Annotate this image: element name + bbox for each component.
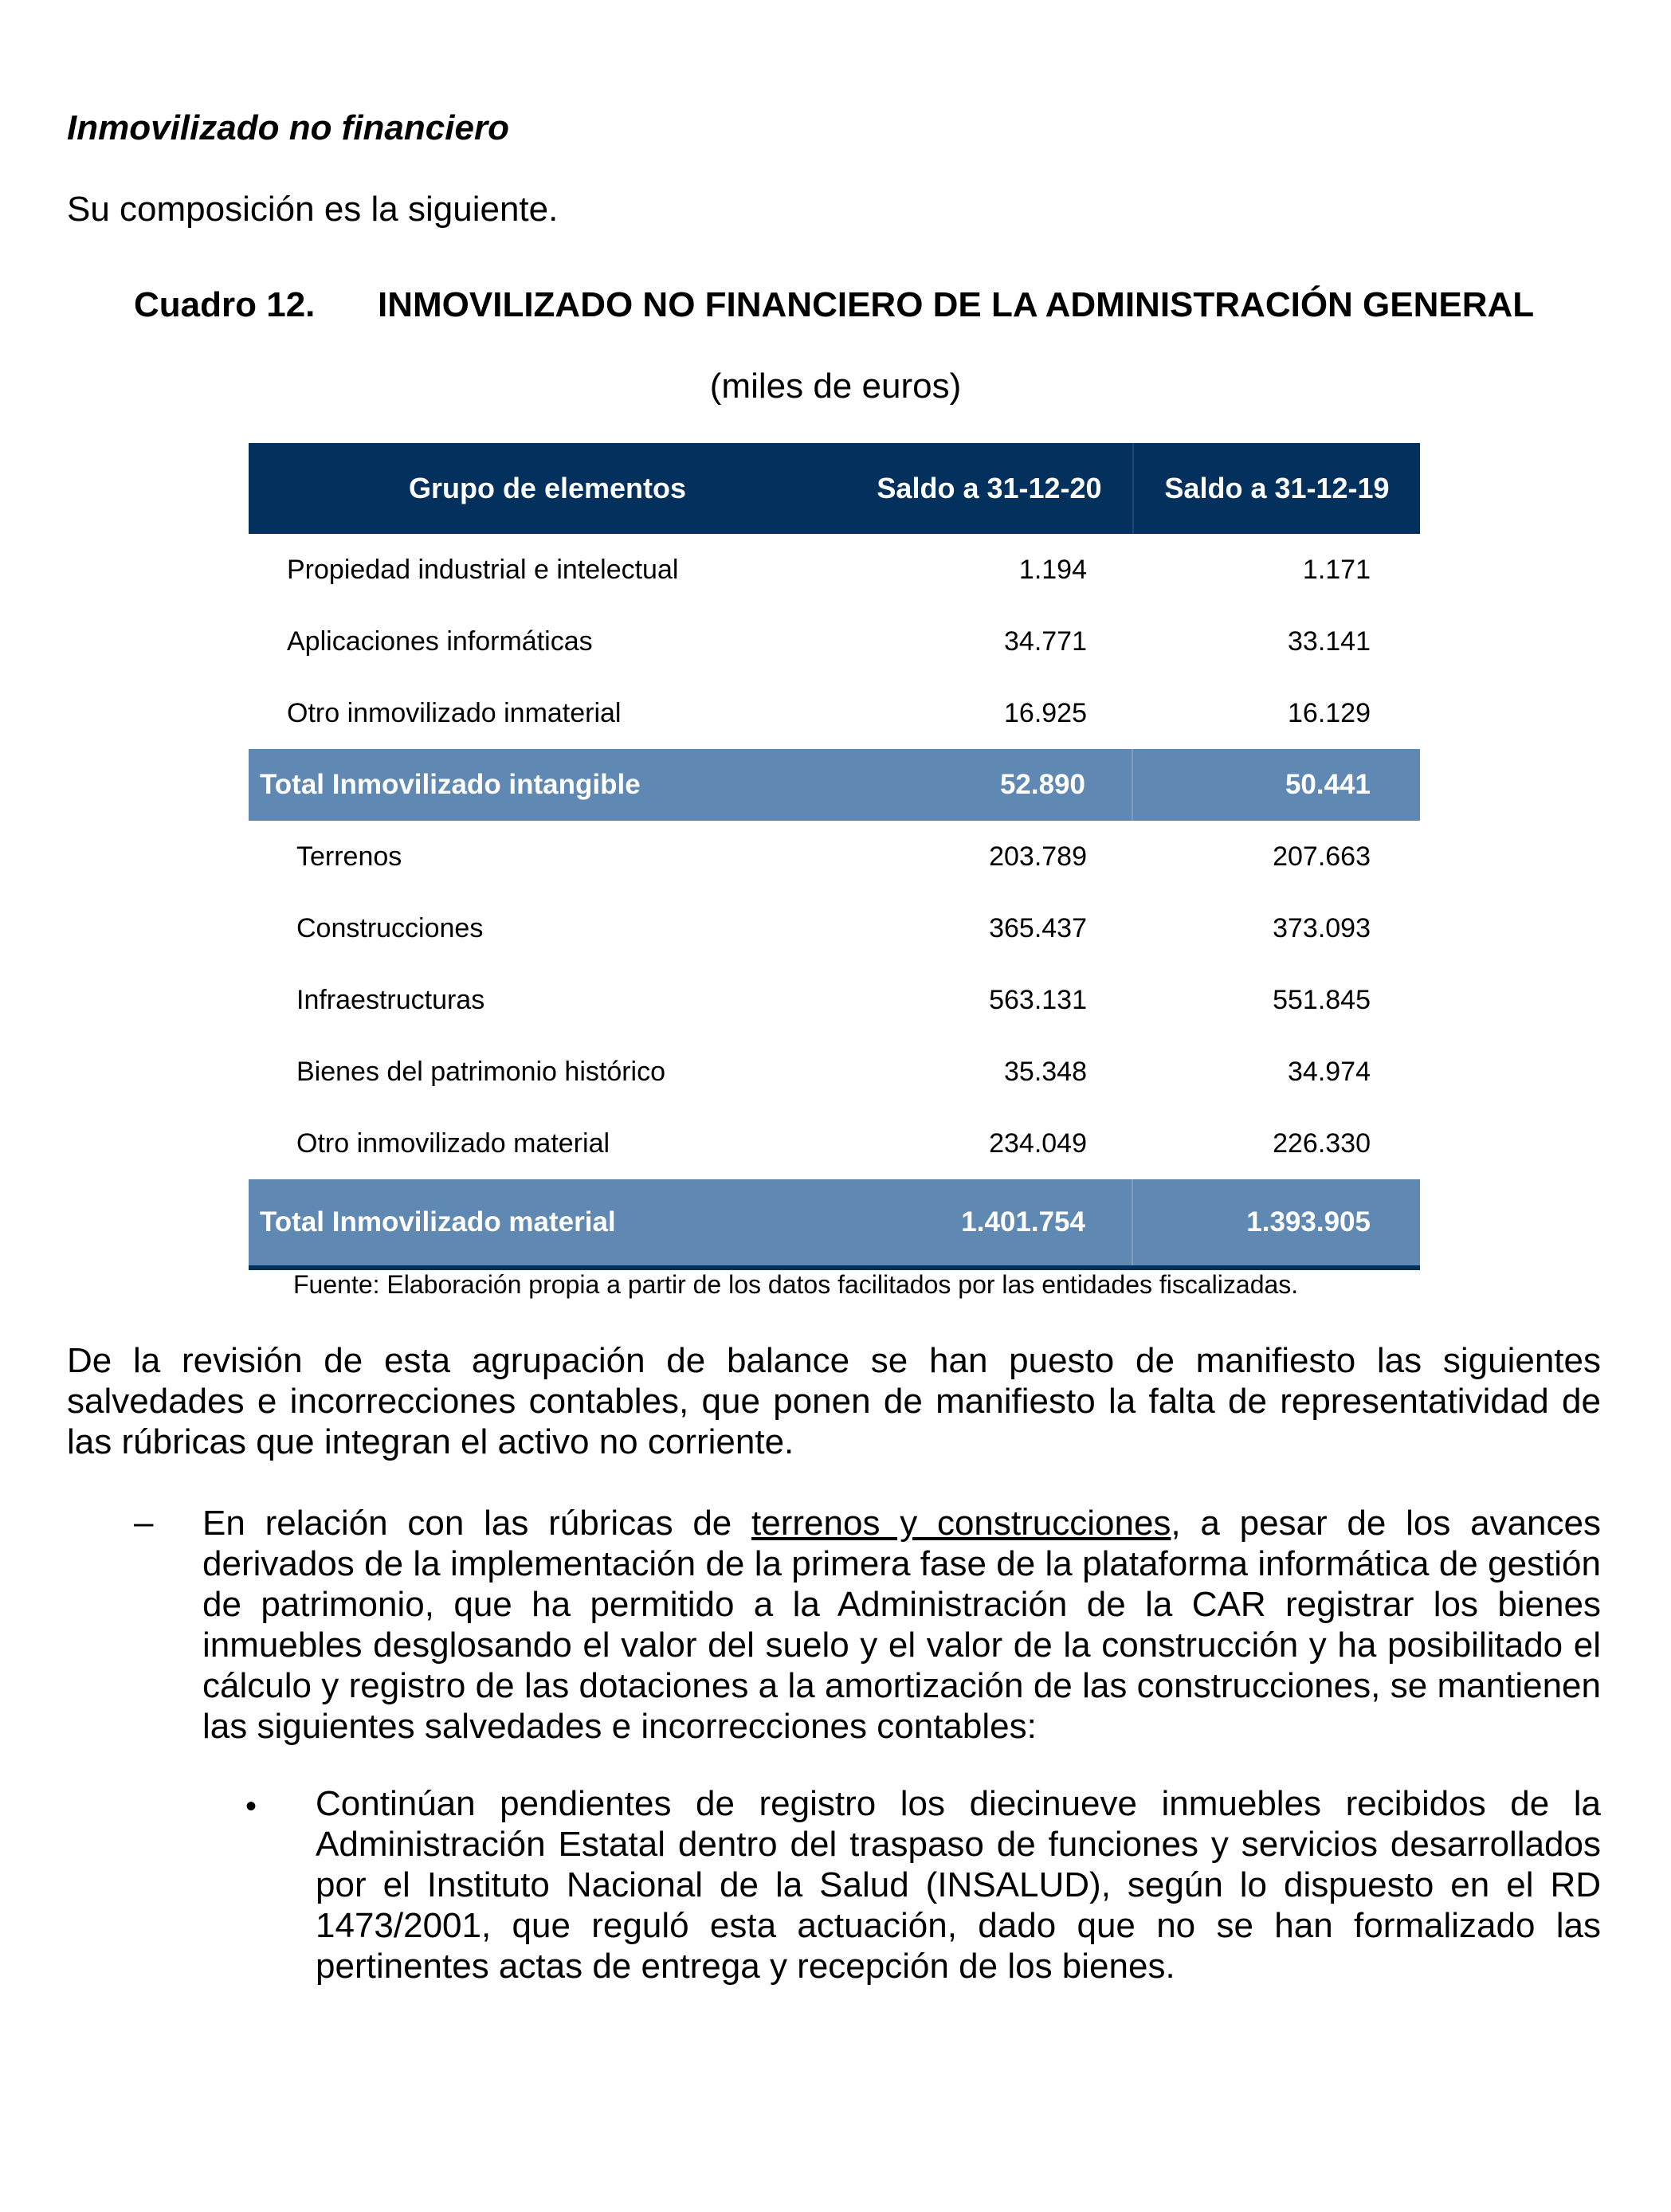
table-row xyxy=(249,534,1420,606)
row-value-2019: 50.441 xyxy=(1285,769,1371,800)
row-value-2019: 33.141 xyxy=(1288,626,1371,657)
total-row-intangible xyxy=(249,749,1420,821)
row-value-2019: 34.974 xyxy=(1288,1057,1371,1087)
header-2019: Saldo a 31-12-19 xyxy=(1164,472,1390,504)
intro-text: Su composición es la siguiente. xyxy=(67,190,559,229)
row-value-2020: 35.348 xyxy=(1004,1057,1087,1087)
bullet-list-item: Continúan pendientes de registro los diecinueve inmuebles recibidos de la Administración Estatal dentro del traspaso de funciones y servicios desarrollados por el Instituto Nacional de la Salud (INSALUD), según lo dispuesto en el RD 1473/2001, que reguló esta actuación, dado que no se han formalizado las pertinentes actas de entrega y recepción de los bienes. xyxy=(316,1784,1601,1986)
row-label: Total Inmovilizado intangible xyxy=(260,769,641,800)
row-value-2019: 226.330 xyxy=(1273,1128,1371,1159)
row-value-2020: 1.194 xyxy=(1018,555,1087,585)
row-value-2020: 203.789 xyxy=(989,841,1087,872)
header-2020: Saldo a 31-12-20 xyxy=(846,443,1134,534)
row-label: Construcciones xyxy=(296,912,484,943)
row-value-2019: 16.129 xyxy=(1288,698,1371,728)
table-header xyxy=(249,443,1420,534)
row-value-2020: 34.771 xyxy=(1004,626,1087,657)
table-row xyxy=(249,821,1420,892)
row-value-2020: 563.131 xyxy=(989,985,1087,1015)
row-label: Bienes del patrimonio histórico xyxy=(296,1056,666,1087)
table-caption-title: INMOVILIZADO NO FINANCIERO DE LA ADMINISTRACIÓN GENERAL xyxy=(378,285,1535,324)
row-label: Aplicaciones informáticas xyxy=(287,626,593,657)
dash-text-after: , a pesar de los avances derivados de la implementación de la primera fase de la plataforma informática de gestión de patrimonio, que ha permitido a la Administración de la CAR registrar los bienes inmuebles desglosando el valor del suelo y el valor de la construcción y ha posibilitado el cálculo y registro de las dotaciones a la amortización de las construcciones, se mantienen las siguientes salvedades e incorrecciones contables: xyxy=(202,1504,1602,1746)
table-row xyxy=(249,677,1420,749)
table-caption-label: Cuadro 12. xyxy=(134,285,316,324)
row-value-2019: 1.171 xyxy=(1302,555,1371,585)
row-value-2020: 1.401.754 xyxy=(846,1179,1133,1265)
dash-text-underlined: terrenos y construcciones xyxy=(751,1504,1171,1543)
row-label: Otro inmovilizado material xyxy=(296,1128,610,1159)
bullet-dot-icon: • xyxy=(245,1789,257,1824)
row-value-2019: 373.093 xyxy=(1273,913,1371,943)
asset-table xyxy=(249,443,1420,1270)
row-value-2020: 16.925 xyxy=(1004,698,1087,728)
row-value-2019: 551.845 xyxy=(1273,985,1371,1015)
header-group: Grupo de elementos xyxy=(408,472,687,504)
row-label: Propiedad industrial e intelectual xyxy=(287,554,679,585)
source-note: Fuente: Elaboración propia a partir de los datos facilitados por las entidades fiscalizadas. xyxy=(293,1270,1299,1299)
row-label: Terrenos xyxy=(296,841,402,872)
table-row xyxy=(249,1108,1420,1179)
row-value-2020: 234.049 xyxy=(989,1128,1087,1159)
row-label: Otro inmovilizado inmaterial xyxy=(287,697,622,728)
total-row-material xyxy=(249,1179,1420,1265)
table-row xyxy=(249,1036,1420,1108)
dash-text-before: En relación con las rúbricas de xyxy=(202,1504,752,1543)
body-paragraph: De la revisión de esta agrupación de balance se han puesto de manifiesto las siguientes salvedades e incorrecciones contables, que ponen de manifiesto la falta de representatividad de las rúbricas que integran el activo no corriente. xyxy=(67,1341,1601,1461)
section-heading: Inmovilizado no financiero xyxy=(67,108,509,147)
table-row xyxy=(249,964,1420,1036)
table-row xyxy=(249,606,1420,677)
dash-bullet-icon: – xyxy=(134,1503,154,1542)
row-label: Infraestructuras xyxy=(296,984,485,1015)
row-value-2020: 365.437 xyxy=(989,913,1087,943)
row-value-2019: 1.393.905 xyxy=(1246,1206,1371,1237)
dash-list-item xyxy=(202,1503,1601,1747)
row-value-2020: 52.890 xyxy=(846,749,1133,821)
row-label: Total Inmovilizado material xyxy=(260,1206,616,1237)
table-row xyxy=(249,892,1420,964)
row-value-2019: 207.663 xyxy=(1273,841,1371,872)
table-units: (miles de euros) xyxy=(709,367,962,406)
